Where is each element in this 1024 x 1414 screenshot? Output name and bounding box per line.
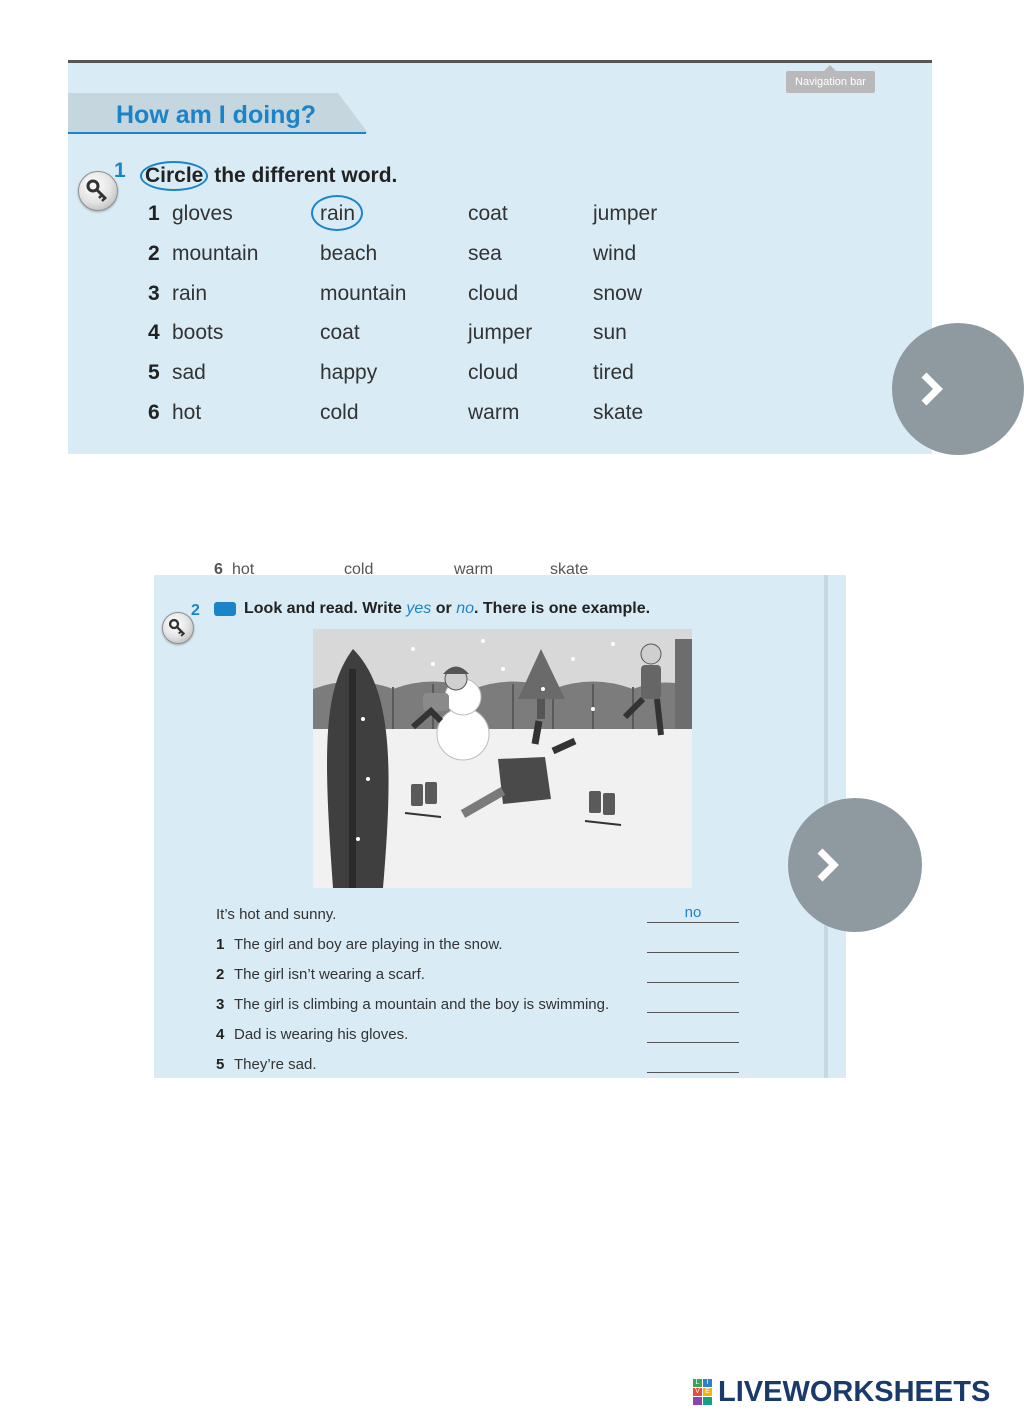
word-option[interactable]: coat bbox=[468, 202, 508, 225]
answer-key-button-1[interactable] bbox=[78, 171, 118, 211]
word-option[interactable]: boots bbox=[172, 321, 224, 344]
next-page-button[interactable] bbox=[788, 798, 922, 932]
word-option[interactable]: hot bbox=[172, 401, 202, 424]
sentence-text: The girl isn’t wearing a scarf. bbox=[234, 966, 425, 983]
sentence-number: 5 bbox=[216, 1056, 225, 1073]
chevron-right-icon bbox=[914, 369, 954, 409]
answer-input[interactable] bbox=[647, 1054, 739, 1073]
instruction-text: Look and read. Write bbox=[244, 600, 407, 617]
word-option[interactable]: mountain bbox=[320, 282, 407, 305]
answer-input[interactable] bbox=[647, 994, 739, 1013]
sentence-text: They’re sad. bbox=[234, 1056, 317, 1073]
liveworksheets-brand bbox=[693, 1376, 993, 1408]
answer-input[interactable] bbox=[647, 964, 739, 983]
exercise-number: 2 bbox=[191, 602, 200, 619]
word-row bbox=[148, 321, 748, 357]
exercise-2-panel bbox=[154, 561, 846, 1078]
row-number: 1 bbox=[148, 202, 160, 225]
word-option[interactable]: cloud bbox=[468, 361, 519, 384]
instruction-text: the different word. bbox=[208, 164, 398, 187]
word-option: cold bbox=[344, 561, 374, 578]
word-option[interactable]: skate bbox=[593, 401, 644, 424]
sentence-text: The girl is climbing a mountain and the boy is swimming. bbox=[234, 996, 610, 1013]
sentence-text: Dad is wearing his gloves. bbox=[234, 1026, 409, 1043]
snow-scene-illustration bbox=[313, 629, 692, 888]
instruction-or: or bbox=[431, 600, 457, 617]
word-option[interactable]: gloves bbox=[172, 202, 233, 225]
word-option[interactable]: cloud bbox=[468, 282, 519, 305]
section-title: How am I doing? bbox=[116, 101, 316, 129]
word-option[interactable]: jumper bbox=[593, 202, 658, 225]
key-icon bbox=[163, 613, 193, 643]
instruction-circled-word: Circle bbox=[140, 161, 208, 191]
navigation-bar-tooltip: Navigation bar bbox=[786, 71, 875, 93]
row-number: 5 bbox=[148, 361, 160, 384]
exercise-instruction bbox=[214, 600, 650, 618]
word-row bbox=[148, 242, 748, 278]
word-row bbox=[148, 282, 748, 318]
instruction-text-end: . There is one example. bbox=[474, 600, 651, 617]
word-option[interactable]: tired bbox=[593, 361, 634, 384]
word-option: skate bbox=[550, 561, 589, 578]
next-page-button[interactable] bbox=[892, 323, 1024, 455]
answer-input[interactable] bbox=[647, 934, 739, 953]
answer-input[interactable] bbox=[647, 1024, 739, 1043]
word-option[interactable]: warm bbox=[468, 401, 520, 424]
row-number: 6 bbox=[214, 561, 223, 578]
title-underline bbox=[68, 132, 366, 134]
word-option[interactable]: sun bbox=[593, 321, 627, 344]
sentence-number: 3 bbox=[216, 996, 225, 1013]
answer-key-button-2[interactable] bbox=[162, 612, 194, 644]
word-option[interactable]: rain bbox=[172, 282, 208, 305]
word-option[interactable]: happy bbox=[320, 361, 378, 384]
word-option[interactable]: coat bbox=[320, 321, 360, 344]
cutoff-word-row bbox=[214, 561, 614, 581]
word-option[interactable]: mountain bbox=[172, 242, 259, 265]
sentence-number: 4 bbox=[216, 1026, 225, 1043]
instruction-yes: yes bbox=[406, 600, 432, 617]
brand-name: LIVEWORKSHEETS bbox=[718, 1376, 991, 1408]
word-option[interactable]: beach bbox=[320, 242, 378, 265]
word-option[interactable]: cold bbox=[320, 401, 359, 424]
instruction-no: no bbox=[456, 600, 474, 617]
word-option: warm bbox=[454, 561, 494, 578]
row-number: 2 bbox=[148, 242, 160, 265]
liveworksheets-logo-icon: L I V E bbox=[693, 1379, 713, 1405]
sentence-number: 2 bbox=[216, 966, 225, 983]
sentence-number: 1 bbox=[216, 936, 225, 953]
word-option[interactable]: sad bbox=[172, 361, 206, 384]
row-number: 6 bbox=[148, 401, 160, 424]
key-icon bbox=[79, 172, 117, 210]
word-option[interactable]: wind bbox=[593, 242, 637, 265]
row-number: 4 bbox=[148, 321, 160, 344]
exercise-1-panel bbox=[68, 60, 932, 454]
exercise-instruction bbox=[144, 161, 397, 191]
word-row bbox=[148, 361, 748, 397]
winter-scene-picture bbox=[313, 629, 692, 888]
word-option: hot bbox=[232, 561, 255, 578]
word-option[interactable]: snow bbox=[593, 282, 643, 305]
word-option[interactable]: sea bbox=[468, 242, 502, 265]
row-number: 3 bbox=[148, 282, 160, 305]
sentence-text: It’s hot and sunny. bbox=[216, 906, 337, 923]
word-option[interactable]: jumper bbox=[468, 321, 533, 344]
example-answer: no bbox=[647, 904, 739, 923]
word-row bbox=[148, 202, 748, 238]
cyle-exam-icon bbox=[214, 602, 236, 616]
chevron-right-icon bbox=[810, 845, 850, 885]
word-option-circled[interactable]: rain bbox=[320, 202, 356, 225]
sentence-text: The girl and boy are playing in the snow. bbox=[234, 936, 503, 953]
word-row bbox=[148, 401, 748, 437]
exercise-number: 1 bbox=[114, 159, 126, 182]
